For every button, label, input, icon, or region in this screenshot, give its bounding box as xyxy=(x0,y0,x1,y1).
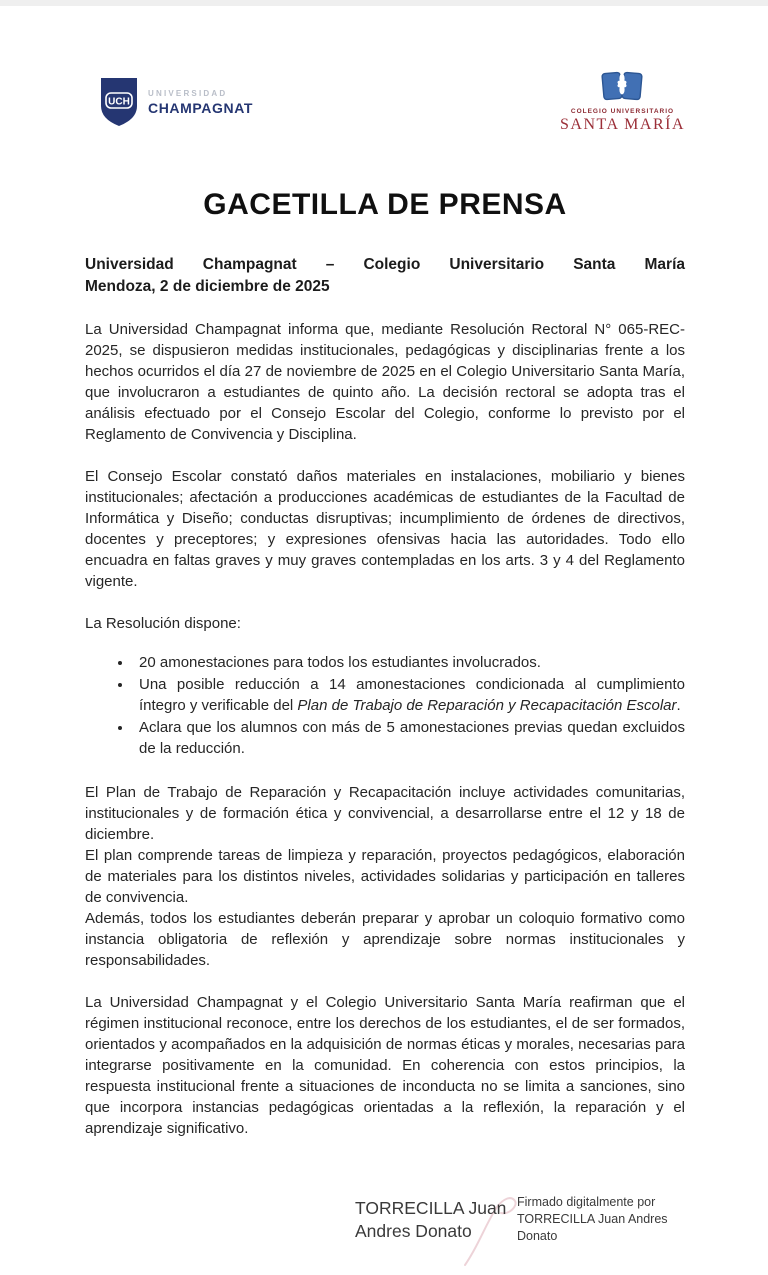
uch-logo-line2: CHAMPAGNAT xyxy=(148,99,254,116)
uch-logo xyxy=(99,76,253,128)
santa-maria-logo xyxy=(560,68,685,134)
letterhead xyxy=(85,76,685,134)
uch-shield-icon xyxy=(99,76,139,128)
paragraph-plan: El Plan de Trabajo de Reparación y Recapacitación incluye actividades comunitarias, institucionales y de formación ética y convivencial, a desarrollarse entre el 12 y 18 de diciembre. xyxy=(85,783,685,843)
list-item xyxy=(133,674,685,717)
list-intro: La Resolución dispone: xyxy=(85,615,241,632)
list-item-text: . xyxy=(676,697,681,714)
paragraph-plan-detalle: El plan comprende tareas de limpieza y reparación, proyectos pedagógicos, elaboración de materiales para los distintos niveles, actividades solidarias y participación en talleres de convivencia. xyxy=(85,846,685,906)
resolution-list xyxy=(85,652,685,760)
paragraph-resolution: La Universidad Champagnat informa que, mediante Resolución Rectoral N° 065-REC-2025, se dispusieron medidas institucionales, pedagógicas y disciplinarias frente a los hechos ocurridos el día 27 de noviembre de 2025 en el Colegio Universitario Santa María, que involucraron a estudiantes de quinto año. La decisión rectoral se adopta tras el análisis efectuado por el Consejo Escolar del Colegio, conforme lo previsto por el Reglamento de Convivencia y Disciplina. xyxy=(85,321,685,443)
signature-block xyxy=(85,1189,685,1275)
header-block xyxy=(85,254,685,298)
signature-digital-note: Firmado digitalmente por TORRECILLA Juan Andres Donato xyxy=(517,1194,668,1243)
list-item xyxy=(133,717,685,760)
scan-edge-top xyxy=(0,0,768,6)
list-item xyxy=(133,652,685,674)
paragraph-closing: La Universidad Champagnat y el Colegio Universitario Santa María reafirman que el régimen institucional reconoce, entre los derechos de los estudiantes, el de ser formados, orientados y acompañados en la adquisición de normas éticas y morales, necesarias para integrarse positivamente en la comunidad. En coherencia con estos principios, la respuesta institucional frente a situaciones de inconducta no se limita a sanciones, sino que incorpora instancias pedagógicas orientadas a la reflexión, la reparación y el aprendizaje significativo. xyxy=(85,993,685,1137)
document-page xyxy=(0,76,768,1275)
organizations-line: Universidad Champagnat – Colegio Universitario Santa María xyxy=(85,256,685,273)
santa-maria-book-icon xyxy=(599,68,645,104)
signature-name: TORRECILLA Juan Andres Donato xyxy=(355,1197,507,1241)
list-item-text: Una posible reducción a 14 amonestaciones condicionada al cumplimiento íntegro y verificable del xyxy=(139,675,685,714)
paragraph-coloquio: Además, todos los estudiantes deberán preparar y aprobar un coloquio formativo como instancia obligatoria de reflexión y aprendizaje sobre normas institucionales y responsabilidades. xyxy=(85,909,685,969)
svg-text:UCH: UCH xyxy=(108,96,130,108)
uch-logo-line1: UNIVERSIDAD xyxy=(148,89,228,99)
list-item-text: 20 amonestaciones para todos los estudiantes involucrados. xyxy=(139,654,541,671)
santa-maria-logo-line1: COLEGIO UNIVERSITARIO xyxy=(570,108,675,115)
list-item-italic: Plan de Trabajo de Reparación y Recapacitación Escolar xyxy=(297,697,677,714)
plan-block xyxy=(85,782,685,971)
paragraph-consejo: El Consejo Escolar constató daños materiales en instalaciones, mobiliario y bienes institucionales; afectación a producciones académicas de estudiantes de la Facultad de Informática y Diseño; conductas disruptivas; incumplimiento de órdenes de directivos, docentes y preceptores; y expresiones ofensivas hacia las autoridades. Todo ello encuadra en faltas graves y muy graves contempladas en los arts. 3 y 4 del Reglamento vigente. xyxy=(85,468,685,590)
santa-maria-logo-line2: SANTA MARÍA xyxy=(559,116,685,133)
list-item-text: Aclara que los alumnos con más de 5 amonestaciones previas quedan excluidos de la reducción. xyxy=(139,718,685,757)
uch-logo-text xyxy=(148,88,253,115)
page-title: GACETILLA DE PRENSA xyxy=(203,188,567,221)
date-line: Mendoza, 2 de diciembre de 2025 xyxy=(85,278,330,295)
